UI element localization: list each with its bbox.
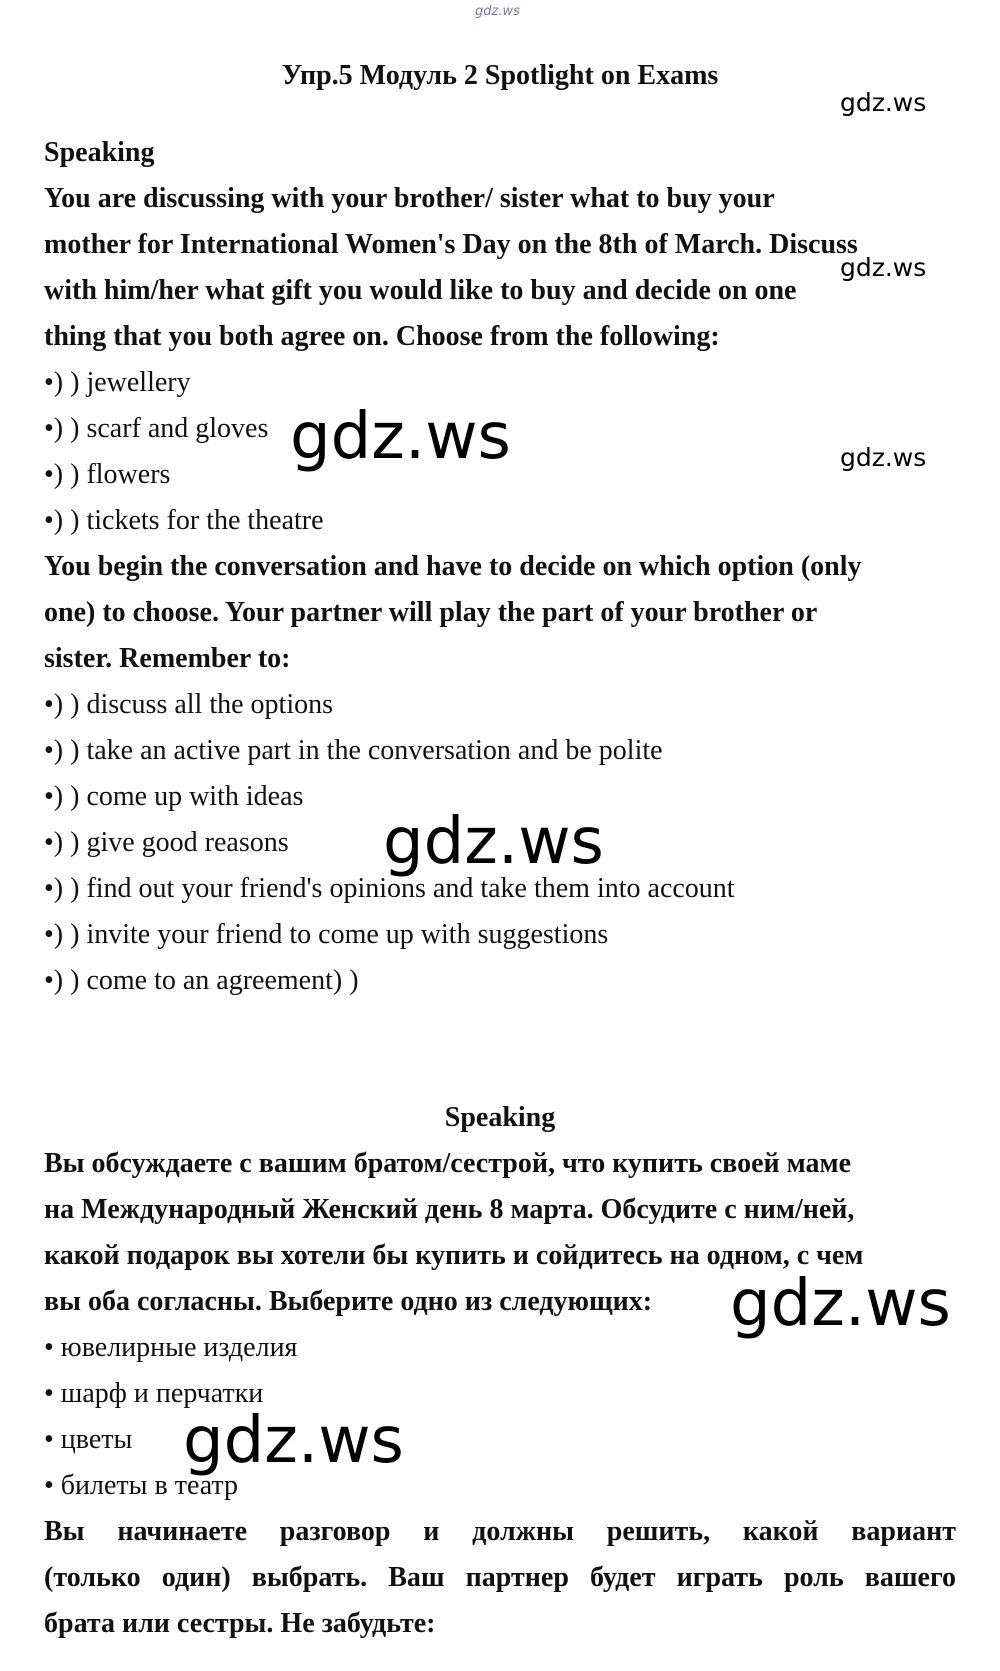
english-option-item: •) ) tickets for the theatre [44,505,324,536]
russian-option-item: • цветы [44,1424,133,1455]
russian-task-line: на Международный Женский день 8 марта. Обсудите с ним/ней, [44,1194,855,1225]
russian-task-line: какой подарок вы хотели бы купить и сойдитесь на одном, с чем [44,1240,864,1271]
english-reminder-item: •) ) find out your friend's opinions and take them into account [44,873,735,904]
english-reminder-item: •) ) invite your friend to come up with suggestions [44,919,609,950]
russian-option-item: • билеты в театр [44,1470,238,1501]
english-reminder-item: •) ) discuss all the options [44,689,333,720]
russian-instruction-line: брата или сестры. Не забудьте: [44,1608,436,1639]
english-task-line: with him/her what gift you would like to buy and decide on one [44,275,797,306]
english-task-line: thing that you both agree on. Choose from the following: [44,321,720,352]
russian-option-item: • ювелирные изделия [44,1332,298,1363]
english-option-item: •) ) flowers [44,459,171,490]
english-task-line: mother for International Women's Day on the 8th of March. Discuss [44,229,858,260]
watermark-small: gdz.ws [840,443,927,472]
watermark-top: gdz.ws [475,4,520,19]
russian-instruction-line: Вы начинаете разговор и должны решить, какой вариант [44,1516,956,1547]
watermark-large: gdz.ws [290,400,511,474]
page-title: Упр.5 Модуль 2 Spotlight on Exams [281,60,719,91]
russian-heading: Speaking [444,1102,556,1133]
watermark-large: gdz.ws [730,1267,951,1341]
watermark-large: gdz.ws [183,1404,404,1478]
english-instruction-line: one) to choose. Your partner will play the part of your brother or [44,597,818,628]
russian-instruction-line: (только один) выбрать. Ваш партнер будет играть роль вашего [44,1562,956,1593]
english-option-item: •) ) jewellery [44,367,191,398]
russian-option-item: • шарф и перчатки [44,1378,264,1409]
english-instruction-line: You begin the conversation and have to decide on which option (only [44,551,862,582]
watermark-large: gdz.ws [383,805,604,879]
russian-task-line: вы оба согласны. Выберите одно из следующих: [44,1286,653,1317]
watermark-small: gdz.ws [840,253,927,282]
english-option-item: •) ) scarf and gloves [44,413,269,444]
english-reminder-item: •) ) give good reasons [44,827,289,858]
english-heading: Speaking [44,137,155,168]
english-reminder-item: •) ) take an active part in the conversation and be polite [44,735,663,766]
watermark-small: gdz.ws [840,88,927,117]
english-instruction-line: sister. Remember to: [44,643,291,674]
english-reminder-item: •) ) come up with ideas [44,781,304,812]
english-reminder-item: •) ) come to an agreement) ) [44,965,359,996]
russian-task-line: Вы обсуждаете с вашим братом/сестрой, что купить своей маме [44,1148,852,1179]
english-task-line: You are discussing with your brother/ sister what to buy your [44,183,775,214]
